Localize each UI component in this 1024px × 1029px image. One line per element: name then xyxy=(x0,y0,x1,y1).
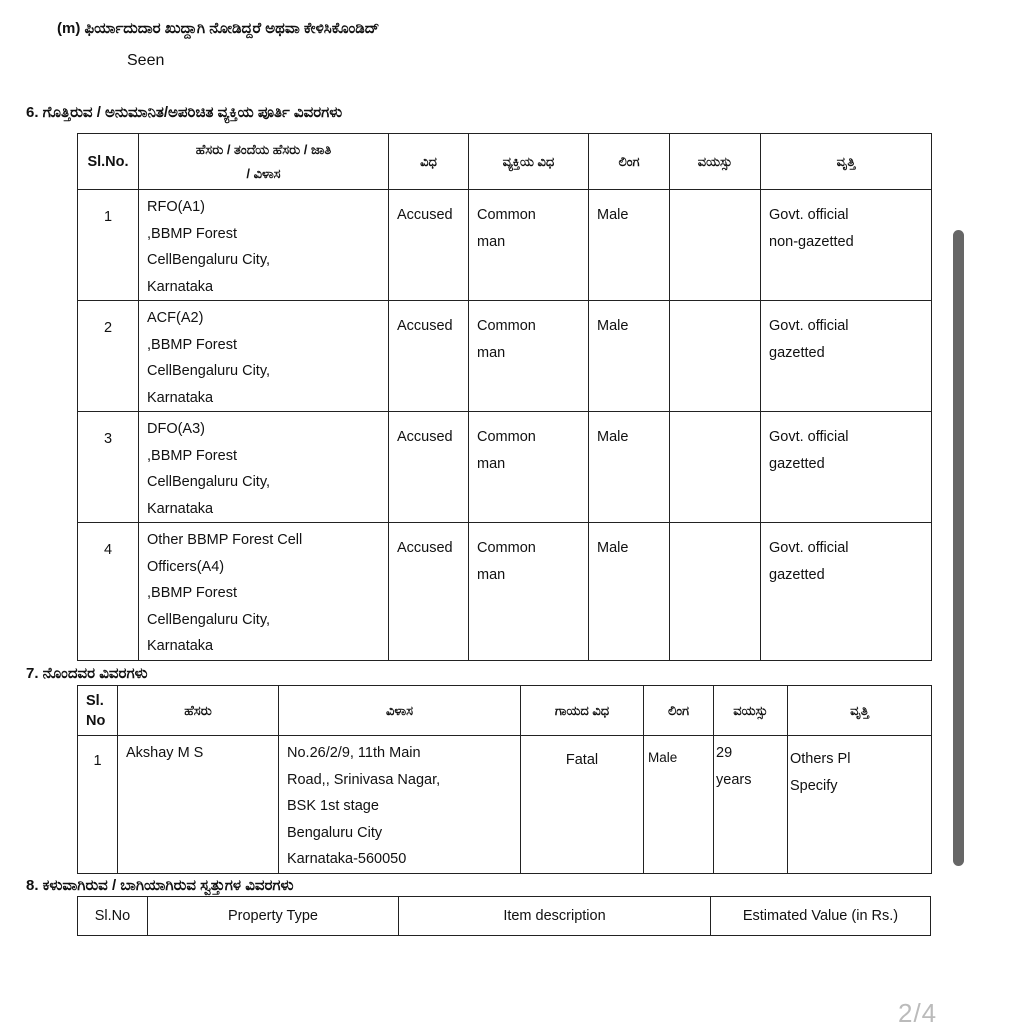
row-gender: Male xyxy=(597,540,629,556)
field-m-value: Seen xyxy=(127,52,165,69)
col-header-estimated-value: Estimated Value (in Rs.) xyxy=(711,897,931,936)
row-person-type: Common man xyxy=(477,429,536,472)
row-occupation: Others Pl Specify xyxy=(790,751,851,794)
row-occupation: Govt. official gazetted xyxy=(769,429,849,472)
table-row xyxy=(78,190,932,301)
col-header-gender: ಲಿಂಗ xyxy=(589,134,670,190)
victim-table xyxy=(77,685,932,874)
page-indicator: 2/4 xyxy=(898,998,938,1028)
row-injury: Fatal xyxy=(565,752,599,768)
row-type: Accused xyxy=(397,540,453,556)
col-header-slno: Sl.No xyxy=(78,897,148,936)
row-type: Accused xyxy=(397,429,453,445)
col-header-occupation: ವೃತ್ತಿ xyxy=(761,134,932,190)
row-person-type: Common man xyxy=(477,318,536,361)
row-slno: 2 xyxy=(103,320,113,336)
row-slno: 3 xyxy=(103,431,113,447)
col-header-property-type: Property Type xyxy=(148,897,399,936)
table-row xyxy=(78,523,932,661)
col-header-age: ವಯಸ್ಸು xyxy=(670,134,761,190)
row-gender: Male xyxy=(597,207,629,223)
row-name: Other BBMP Forest Cell Officers(A4) ,BBMP Forest CellBengaluru City, Karnataka xyxy=(147,532,303,654)
row-age xyxy=(670,301,760,305)
row-person-type: Common man xyxy=(477,207,536,250)
row-type: Accused xyxy=(397,318,453,334)
col-header-address: ವಿಳಾಸ xyxy=(279,686,521,736)
col-header-age: ವಯಸ್ಸು xyxy=(714,686,788,736)
col-header-occupation: ವೃತ್ತಿ xyxy=(788,686,932,736)
section-8-title: 8. ಕಳುವಾಗಿರುವ / ಬಾಗಿಯಾಗಿರುವ ಸ್ವತ್ತುಗಳ ವಿವರಗಳು xyxy=(26,877,294,894)
row-name: Akshay M S xyxy=(126,745,204,761)
col-header-name: ಹೆಸರು / ತಂದೆಯ ಹೆಸರು / ಜಾತಿ / ವಿಳಾಸ xyxy=(139,134,389,190)
vertical-scrollbar[interactable] xyxy=(953,230,964,866)
table-header-row xyxy=(78,897,931,936)
row-occupation: Govt. official non-gazetted xyxy=(769,207,854,250)
row-type: Accused xyxy=(397,207,453,223)
row-slno: 1 xyxy=(103,209,113,225)
row-age: 29 years xyxy=(716,745,752,788)
row-gender: Male xyxy=(597,429,629,445)
row-slno: 1 xyxy=(93,753,102,769)
row-age xyxy=(670,412,760,416)
row-slno: 4 xyxy=(103,542,113,558)
row-name: DFO(A3) ,BBMP Forest CellBengaluru City, Karnataka xyxy=(147,421,271,517)
col-header-name: ಹೆಸರು xyxy=(118,686,279,736)
col-header-injury: ಗಾಯದ ವಿಧ xyxy=(521,686,644,736)
row-age xyxy=(670,190,760,194)
table-row xyxy=(78,412,932,523)
field-m-label: (m) ಫಿರ್ಯಾದುದಾರ ಖುದ್ದಾಗಿ ನೋಡಿದ್ದರೆ ಅಥವಾ ಕೇಳಿಸಿಕೊಂಡಿದ್ xyxy=(57,20,380,37)
row-gender: Male xyxy=(597,318,629,334)
table-header-row xyxy=(78,686,932,736)
row-name: ACF(A2) ,BBMP Forest CellBengaluru City, Karnataka xyxy=(147,310,271,406)
section-6-title: 6. ಗೊತ್ತಿರುವ / ಅನುಮಾನಿತ/ಅಪರಿಚಿತ ವ್ಯಕ್ತಿಯ ಪೂರ್ತಿ ವಿವರಗಳು xyxy=(26,104,343,121)
col-header-item-description: Item description xyxy=(399,897,711,936)
col-header-type: ವಿಧ xyxy=(389,134,469,190)
section-7-title: 7. ನೊಂದವರ ವಿವರಗಳು xyxy=(26,665,148,682)
row-age xyxy=(670,523,760,527)
col-header-gender: ಲಿಂಗ xyxy=(644,686,714,736)
row-person-type: Common man xyxy=(477,540,536,583)
row-occupation: Govt. official gazetted xyxy=(769,318,849,361)
col-header-person-type: ವ್ಯಕ್ತಿಯ ವಿಧ xyxy=(469,134,589,190)
table-row xyxy=(78,301,932,412)
property-table xyxy=(77,896,931,936)
row-name: RFO(A1) ,BBMP Forest CellBengaluru City, Karnataka xyxy=(147,199,271,295)
accused-table xyxy=(77,133,932,661)
table-header-row xyxy=(78,134,932,190)
col-header-slno: Sl.No. xyxy=(78,134,139,190)
row-gender: Male xyxy=(648,750,678,765)
row-address: No.26/2/9, 11th Main Road,, Srinivasa Nagar, BSK 1st stage Bengaluru City Karnataka-560050 xyxy=(287,745,441,867)
table-row xyxy=(78,736,932,874)
row-occupation: Govt. official gazetted xyxy=(769,540,849,583)
col-header-slno: Sl. No xyxy=(78,686,118,736)
